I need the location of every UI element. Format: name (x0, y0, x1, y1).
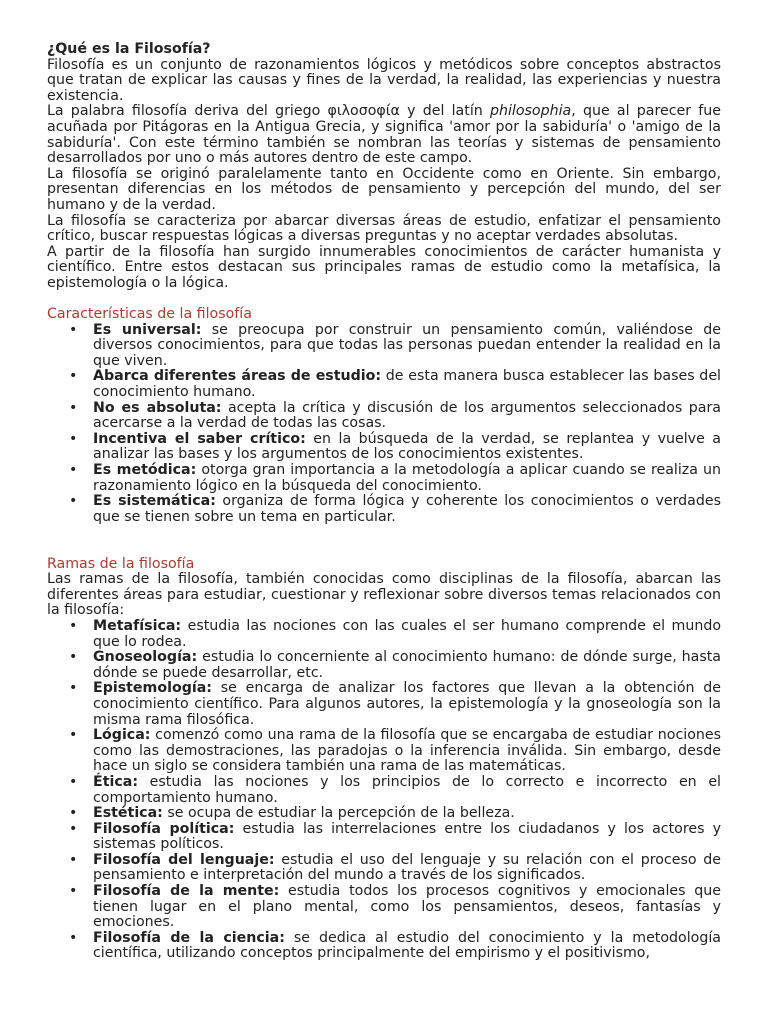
item-term: Filosofía política: (93, 820, 235, 837)
list-item (47, 884, 721, 931)
item-text: estudia las nociones con las cuales el ser humano comprende el mundo que lo rodea. (93, 617, 721, 650)
item-text: comenzó como una rama de la filosofía que se encargaba de estudiar nociones como las demostraciones, las paradojas o la inferencia inválida. Sin embargo, desde hace un siglo se considera también una rama de las matemáticas. (93, 727, 721, 775)
item-term: Es universal: (93, 321, 202, 338)
item-text: estudia todos los procesos cognitivos y emocionales que tienen lugar en el plano mental, como los pensamientos, deseos, fantasías y emociones. (93, 883, 721, 931)
item-text: se ocupa de estudiar la percepción de la belleza. (162, 805, 515, 822)
list-item (47, 931, 721, 962)
item-text: otorga gran importancia a la metodología a aplicar cuando se realiza un razonamiento lógico en la búsqueda del conocimiento. (93, 462, 722, 494)
item-term: Es metódica: (93, 462, 197, 479)
list-item (47, 650, 721, 681)
intro-paragraph-3: La filosofía se originó paralelamente tanto en Occidente como en Oriente. Sin embargo, presentan diferencias en los métodos de pensamiento y percepción del mundo, del ser humano y de la verdad. (47, 165, 721, 213)
page-title: ¿Qué es la Filosofía? (47, 41, 211, 57)
list-item (47, 775, 721, 806)
item-term: Filosofía de la mente: (93, 883, 280, 900)
list-item (47, 463, 721, 494)
branches-list (47, 619, 721, 962)
item-text: estudia lo concerniente al conocimiento humano: de dónde surge, hasta dónde se puede desarrollar, etc. (93, 649, 721, 681)
item-term: Filosofía de la ciencia: (93, 929, 285, 946)
item-term: Metafísica: (93, 617, 182, 634)
branches-heading: Ramas de la filosofía (47, 555, 195, 572)
item-term: Es sistemática: (93, 493, 216, 510)
item-text: estudia las nociones y los principios de lo correcto e incorrecto en el comportamiento humano. (93, 773, 721, 806)
item-term: Lógica: (93, 727, 151, 744)
latin-term: philosophia (489, 103, 572, 120)
list-item (47, 619, 721, 650)
item-term: Ética: (93, 773, 138, 790)
list-item (47, 681, 721, 728)
item-text: de esta manera busca establecer las bases del conocimiento humano. (93, 368, 721, 401)
list-item (47, 494, 721, 525)
item-term: Gnoseología: (93, 649, 198, 666)
item-text: organiza de forma lógica y coherente los conocimientos o verdades que se tienen sobre un tema en particular. (93, 493, 721, 525)
item-term: Incentiva el saber crítico: (93, 430, 306, 447)
item-term: Filosofía del lenguaje: (93, 851, 275, 868)
intro-paragraph-4: La filosofía se caracteriza por abarcar diversas áreas de estudio, enfatizar el pensamiento crítico, buscar respuestas lógicas a diversas preguntas y no aceptar verdades absolutas. (47, 212, 721, 245)
list-item (47, 369, 721, 400)
list-item (47, 853, 721, 884)
item-text: estudia el uso del lenguaje y su relación con el proceso de pensamiento e interpretación del mundo a través de los significados. (93, 851, 721, 884)
item-term: No es absoluta: (93, 399, 222, 416)
item-text: se encarga de analizar los factores que llevan a la obtención de conocimiento científico. Para algunos autores, la epistemología y la gnoseología son la misma rama filosófica. (93, 680, 721, 728)
item-term: Abarca diferentes áreas de estudio: (93, 368, 382, 385)
intro-paragraph-2 (47, 104, 721, 166)
characteristics-list (47, 323, 721, 526)
intro-paragraph-5: A partir de la filosofía han surgido innumerables conocimientos de carácter humanista y científico. Entre estos destacan sus principales ramas de estudio como la metafísica, la epistemología o la lógica. (47, 243, 721, 291)
list-item (47, 728, 721, 775)
item-text: se preocupa por construir un pensamiento común, valiéndose de diversos conocimientos, para que todas las personas puedan entender la realidad en la que viven. (93, 321, 722, 369)
intro-paragraph-1: Filosofía es un conjunto de razonamientos lógicos y metódicos sobre conceptos abstractos que tratan de explicar las causas y fines de la verdad, la realidad, las experiencias y nuestra existencia. (47, 56, 721, 104)
item-text: se dedica al estudio del conocimiento y la metodología científica, utilizando conceptos principalmente del empirismo y el positivismo, (93, 929, 721, 962)
list-item (47, 323, 721, 370)
branches-intro: Las ramas de la filosofía, también conocidas como disciplinas de la filosofía, abarcan las diferentes áreas para estudiar, cuestionar y reflexionar sobre diversos temas relacionados con la filosofía: (47, 571, 721, 619)
item-text: en la búsqueda de la verdad, se replantea y vuelve a analizar las bases y los argumentos de los conocimientos existentes. (93, 430, 721, 463)
intro-paragraph-2-start: La palabra filosofía deriva del griego φιλοσοφία y del latín (47, 103, 490, 120)
item-text: acepta la crítica y discusión de los argumentos seleccionados para acercarse a la verdad de todas las cosas. (93, 399, 721, 432)
list-item (47, 822, 721, 853)
intro-paragraph-2-end: , que al parecer fue acuñada por Pitágoras en la Antigua Grecia, y significa 'amor por la sabiduría' o 'amigo de la sabiduría'. Con este término también se nombran las teorías y sistemas de pensamiento desarrollados por uno o más autores dentro de este campo. (47, 103, 722, 167)
list-item (47, 401, 721, 432)
item-term: Epistemología: (93, 680, 212, 697)
list-item (47, 806, 721, 822)
characteristics-heading: Características de la filosofía (47, 306, 252, 323)
item-text: estudia las interrelaciones entre los ciudadanos y los actores y sistemas políticos. (93, 820, 721, 853)
list-item (47, 432, 721, 463)
item-term: Estética: (93, 805, 163, 822)
